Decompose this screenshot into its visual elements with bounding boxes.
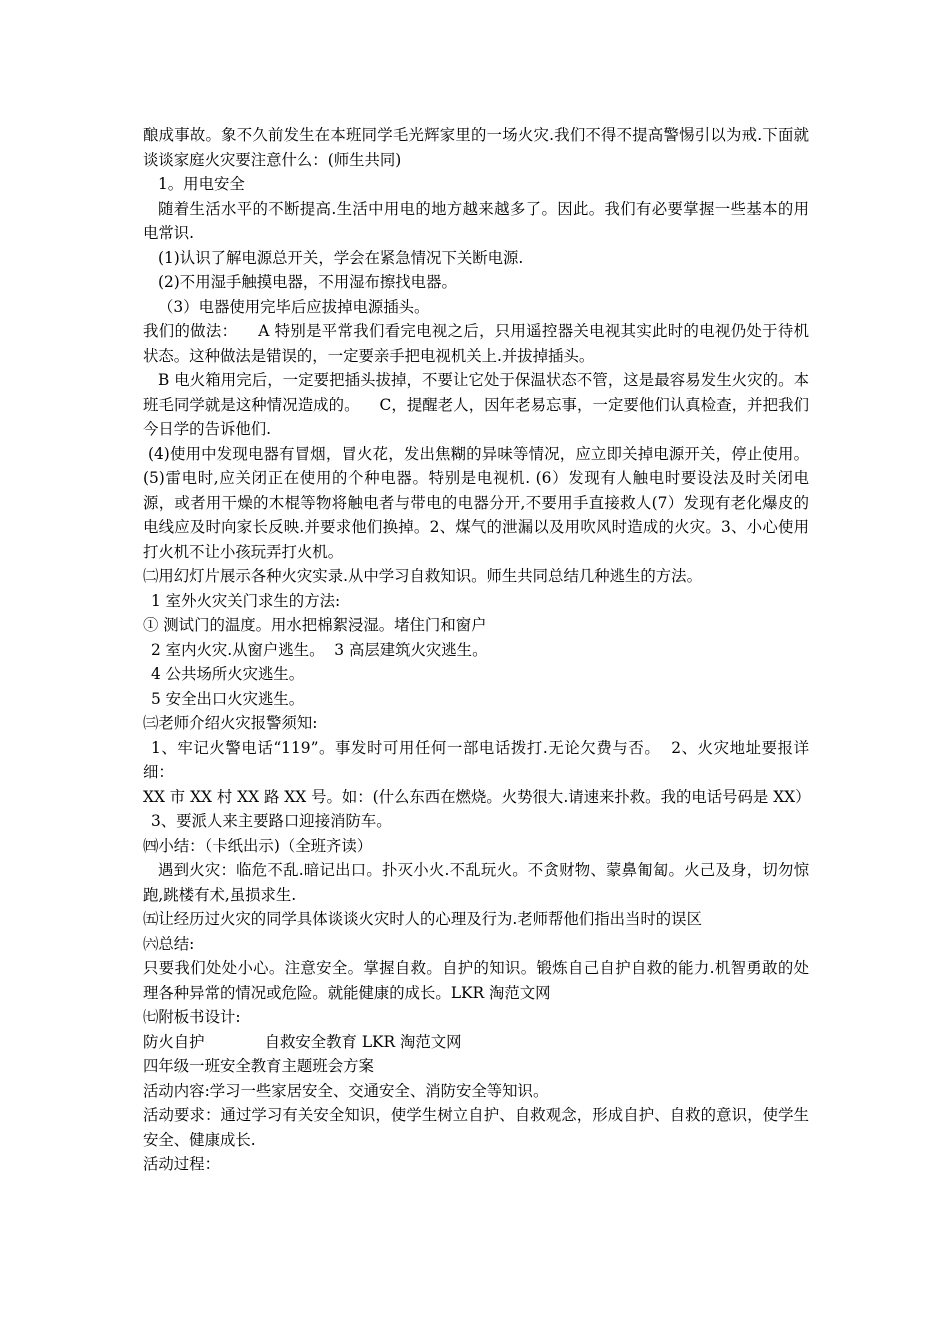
plan-title: 四年级一班安全教育主题班会方案 — [143, 1057, 374, 1075]
activity-content: 活动内容:学习一些家居安全、交通安全、消防安全等知识。 — [143, 1081, 549, 1100]
escape-method-2-3: 2 室内火灾.从窗户逃生。 3 高层建筑火灾逃生。 — [151, 640, 488, 659]
activity-requirements: 活动要求：通过学习有关安全知识，使学生树立自护、自救观念，形成自护、自救的意识，使学生安全、健康成长. — [143, 1106, 809, 1149]
summary-chant: 遇到火灾：临危不乱.暗记出口。扑灭小火.不乱玩火。不贪财物、蒙鼻匍匐。火己及身，切勿惊跑,跳楼有术,虽损求生. — [143, 861, 809, 904]
board-design-line — [143, 1030, 809, 1055]
paragraph-our-practice: 我们的做法： A 特别是平常我们看完电视之后，只用遥控器关电视其实此时的电视仍处于待机状态。这种做法是错误的，一定要亲手把电视机关上.并拔掉插头。 — [143, 322, 809, 365]
list-item-3: （3）电器使用完毕后应拔掉电源插头。 — [158, 297, 430, 316]
section-4-heading: ㈣小结：（卡纸出示)（全班齐读） — [143, 836, 373, 855]
escape-method-4: 4 公共场所火灾逃生。 — [151, 665, 305, 683]
section-3-heading: ㈢老师介绍火灾报警须知: — [143, 714, 318, 732]
alarm-item-1-2: 1、牢记火警电话“119”。事发时可用任何一部电话拨打.无论欠费与否。 2、火灾地址要报详细： — [143, 738, 809, 781]
escape-method-1-detail: ① 测试门的温度。用水把棉絮浸湿。堵住门和窗户 — [143, 616, 487, 634]
board-right-text: 自救安全教育 LKR 淘范文网 — [264, 1032, 462, 1051]
section-2-heading: ㈡用幻灯片展示各种火灾实录.从中学习自救知识。师生共同总结几种逃生的方法。 — [143, 567, 702, 585]
alarm-address-example: XX 市 XX 村 XX 路 XX 号。如：(什么东西在燃烧。火势很大.请速来扑救。我的电话号码是 XX） — [143, 787, 811, 806]
paragraph-items-4-7: (4)使用中发现电器有冒烟，冒火花，发出焦糊的异味等情况，应立即关掉电源开关，停止使用。 (5)雷电时,应关闭正在使用的个种电器。特别是电视机. (6）发现有人触电时要设法及时关闭电源，或者用干燥的木棍等物将触电者与带电的电器分开,不要用手直接救人(7）发现有老化爆皮的电线应及时向家长反映.并要求他们换掉。2、煤气的泄漏以及用吹风时造成的火灾。3、小心使用打火机不让小孩玩弄打火机。 — [143, 444, 824, 561]
paragraph-electricity-common-sense: 随着生活水平的不断提高.生活中用电的地方越来越多了。因此。我们有必要掌握一些基本的用电常识. — [143, 199, 809, 242]
list-item-2: (2)不用湿手触摸电器，不用湿布擦找电器。 — [158, 273, 457, 291]
activity-process-label: 活动过程： — [143, 1155, 220, 1173]
paragraph-conclusion: 只要我们处处小心。注意安全。掌握自救。自护的知识。锻炼自己自护自救的能力.机智勇敢的处理各种异常的情况或危险。就能健康的成长。LKR 淘范文网 — [143, 959, 809, 1002]
paragraph-practice-b-c: B 电火箱用完后，一定要把插头拔掉，不要让它处于保温状态不管，这是最容易发生火灾的。本班毛同学就是这种情况造成的。 C，提醒老人，因年老易忘事，一定要他们认真检查，并把我们今日学的告诉他们. — [143, 371, 809, 438]
escape-method-5: 5 安全出口火灾逃生。 — [151, 689, 305, 708]
list-item-1: (1)认识了解电源总开关，学会在紧急情况下关断电源. — [158, 248, 524, 267]
escape-method-1: 1 室外火灾关门求生的方法: — [151, 591, 341, 610]
alarm-item-3: 3、要派人来主要路口迎接消防车。 — [151, 812, 392, 830]
section-7-heading: ㈦附板书设计: — [143, 1008, 241, 1026]
heading-electrical-safety: 1。用电安全 — [158, 175, 245, 193]
board-left-text: 防火自护 — [143, 1032, 205, 1051]
document-body — [143, 123, 824, 1177]
section-6-heading: ㈥总结: — [143, 934, 195, 953]
section-5-heading: ㈤让经历过火灾的同学具体谈谈火灾时人的心理及行为.老师帮他们指出当时的误区 — [143, 910, 702, 928]
paragraph-intro: 酿成事故。象不久前发生在本班同学毛光辉家里的一场火灾.我们不得不提高警惕引以为戒.下面就谈谈家庭火灾要注意什么：(师生共同) — [143, 126, 809, 169]
